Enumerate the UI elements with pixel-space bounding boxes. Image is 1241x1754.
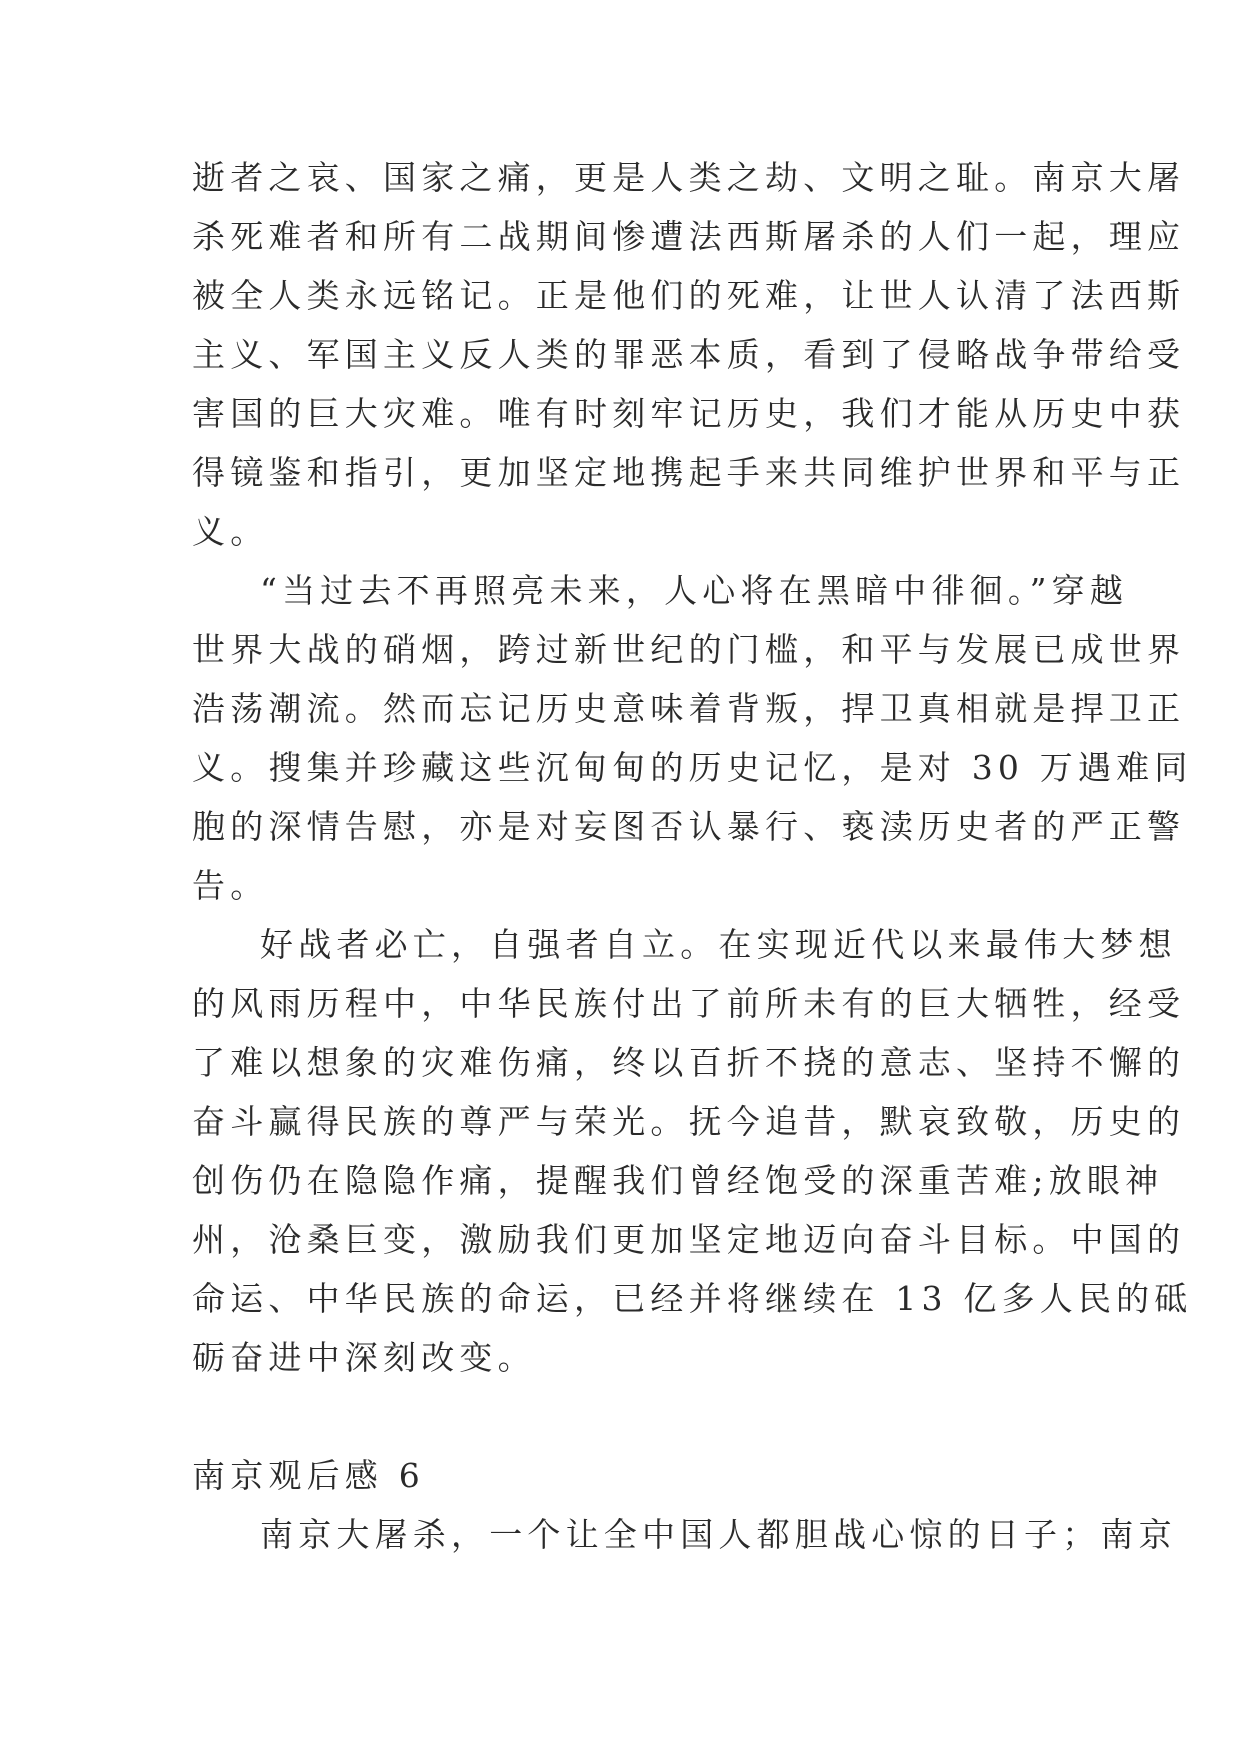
paragraph-line: “当过去不再照亮未来，人心将在黑暗中徘徊。”穿越 <box>260 571 1129 610</box>
paragraph-line: 义。搜集并珍藏这些沉甸甸的历史记忆，是对 30 万遇难同 <box>192 748 1193 787</box>
paragraph-line: 逝者之哀、国家之痛，更是人类之劫、文明之耻。南京大屠 <box>192 158 1186 197</box>
paragraph-line: 得镜鉴和指引，更加坚定地携起手来共同维护世界和平与正 <box>192 453 1186 492</box>
paragraph-3 <box>192 915 1193 1387</box>
paragraph-line: 杀死难者和所有二战期间惨遭法西斯屠杀的人们一起，理应 <box>192 217 1186 256</box>
paragraph-line: 胞的深情告慰，亦是对妄图否认暴行、亵渎历史者的严正警 <box>192 807 1186 846</box>
paragraph-line: 被全人类永远铭记。正是他们的死难，让世人认清了法西斯 <box>192 276 1186 315</box>
paragraph-line: 的风雨历程中，中华民族付出了前所未有的巨大牺牲，经受 <box>192 984 1186 1023</box>
paragraph-line: 浩荡潮流。然而忘记历史意味着背叛，捍卫真相就是捍卫正 <box>192 689 1186 728</box>
paragraph-line: 主义、军国主义反人类的罪恶本质，看到了侵略战争带给受 <box>192 335 1186 374</box>
section-heading-wrapper <box>192 1387 1050 1505</box>
paragraph-line: 好战者必亡，自强者自立。在实现近代以来最伟大梦想 <box>260 925 1177 964</box>
paragraph-line: 创伤仍在隐隐作痛，提醒我们曾经饱受的深重苦难;放眼神 <box>192 1161 1164 1200</box>
paragraph-line: 告。 <box>192 866 269 905</box>
document-body <box>192 148 1193 1564</box>
paragraph-line: 害国的巨大灾难。唯有时刻牢记历史，我们才能从历史中获 <box>192 394 1186 433</box>
paragraph-4 <box>192 1505 1177 1564</box>
paragraph-line: 奋斗赢得民族的尊严与荣光。抚今追昔，默哀致敬，历史的 <box>192 1102 1186 1141</box>
paragraph-line: 州，沧桑巨变，激励我们更加坚定地迈向奋斗目标。中国的 <box>192 1220 1186 1259</box>
paragraph-line: 砺奋进中深刻改变。 <box>192 1338 536 1377</box>
paragraph-line: 世界大战的硝烟，跨过新世纪的门槛，和平与发展已成世界 <box>192 630 1186 669</box>
paragraph-line: 了难以想象的灾难伤痛，终以百折不挠的意志、坚持不懈的 <box>192 1043 1186 1082</box>
section-heading: 南京观后感 6 <box>192 1456 425 1495</box>
paragraph-line: 义。 <box>192 512 269 551</box>
paragraph-line: 命运、中华民族的命运，已经并将继续在 13 亿多人民的砥 <box>192 1279 1193 1318</box>
paragraph-line: 南京大屠杀，一个让全中国人都胆战心惊的日子；南京 <box>260 1515 1177 1554</box>
paragraph-2 <box>192 561 1193 915</box>
paragraph-1 <box>192 148 1186 561</box>
